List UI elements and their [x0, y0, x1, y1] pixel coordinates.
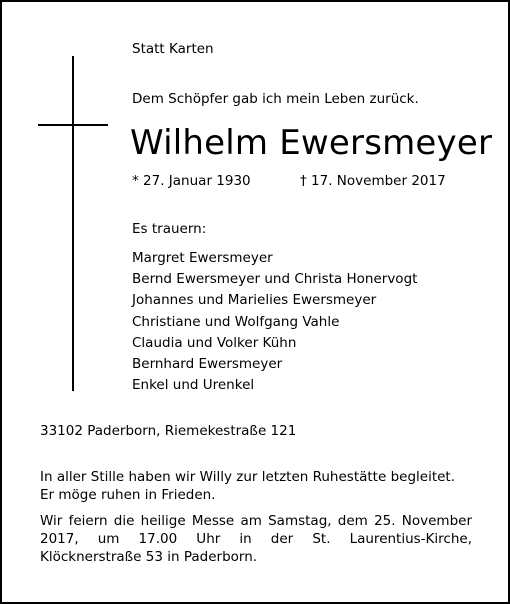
mass-announcement: Wir feiern die heilige Messe am Samstag, dem 25. November 2017, um 17.00 Uhr in der St. Laurentius-Kirche, Klöcknerstraße 53 in Paderborn.	[40, 513, 472, 565]
deceased-name: Wilhelm Ewersmeyer	[130, 123, 493, 163]
mourner-name: Bernd Ewersmeyer und Christa Honervogt	[132, 271, 418, 288]
mourner-name: Bernhard Ewersmeyer	[132, 356, 283, 373]
statt-karten-label: Statt Karten	[132, 41, 214, 57]
quote-line: Dem Schöpfer gab ich mein Leben zurück.	[132, 91, 419, 107]
mourning-heading: Es trauern:	[132, 221, 207, 237]
burial-line-2: Er möge ruhen in Frieden.	[40, 487, 216, 503]
death-date: † 17. November 2017	[300, 173, 446, 189]
cross-horizontal-beam	[38, 124, 108, 126]
burial-line-1: In aller Stille haben wir Willy zur letzten Ruhestätte begleitet.	[40, 469, 456, 485]
mourner-name: Christiane und Wolfgang Vahle	[132, 313, 340, 330]
mourner-name: Johannes und Marielies Ewersmeyer	[132, 292, 377, 309]
mourner-name: Enkel und Urenkel	[132, 377, 255, 394]
birth-date: * 27. Januar 1930	[132, 173, 251, 189]
address: 33102 Paderborn, Riemekestraße 121	[40, 423, 297, 439]
cross-vertical-beam	[72, 56, 74, 391]
mourner-name: Claudia und Volker Kühn	[132, 334, 297, 351]
mourner-name: Margret Ewersmeyer	[132, 250, 273, 266]
mourners-list	[132, 248, 417, 396]
